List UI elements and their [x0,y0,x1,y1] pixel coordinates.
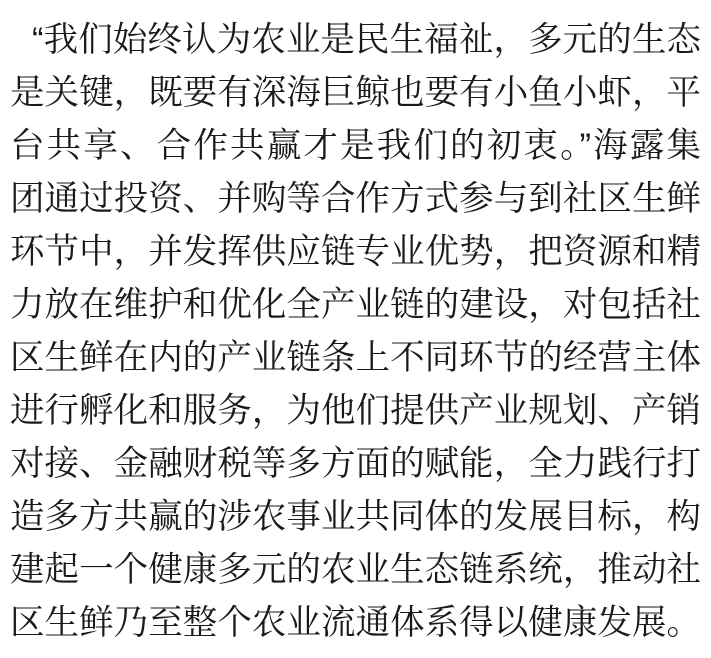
text-line-7: 区生鲜在内的产业链条上不同环节的经营主体 [10,339,701,377]
text-line-12: 区生鲜乃至整个农业流通体系得以健康发展。 [10,604,701,642]
text-line-1: “我们始终认为农业是民生福祉，多元的生态 [32,21,701,59]
text-line-9: 对接、金融财税等多方面的赋能，全力践行打 [10,445,701,483]
text-line-4: 团通过投资、并购等合作方式参与到社区生鲜 [10,180,701,218]
text-line-10: 造多方共赢的涉农事业共同体的发展目标，构 [10,498,701,536]
text-line-5: 环节中，并发挥供应链专业优势，把资源和精 [10,233,701,271]
text-line-8: 进行孵化和服务，为他们提供产业规划、产销 [10,392,701,430]
text-line-2: 是关键，既要有深海巨鲸也要有小鱼小虾，平 [10,74,701,112]
text-line-11: 建起一个健康多元的农业生态链系统，推动社 [10,551,701,589]
text-line-6: 力放在维护和优化全产业链的建设，对包括社 [10,286,701,324]
text-line-3: 台共享、合作共赢才是我们的初衷。”海露集 [10,127,701,165]
